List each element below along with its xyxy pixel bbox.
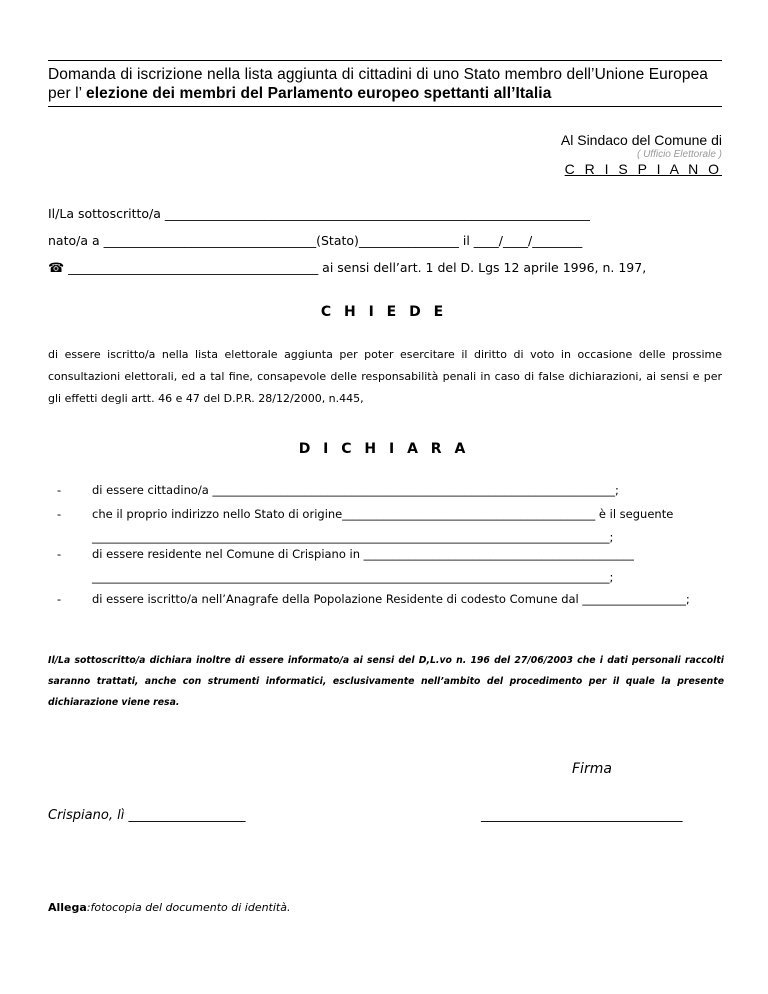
origin-address-field[interactable]: che il proprio indirizzo nello Stato di origine____________________________________________ è il seguente (92, 507, 674, 521)
dichiara-heading: D I C H I A R A (298, 441, 470, 457)
list-dash: - (57, 507, 62, 521)
phone-field[interactable]: ________________________________________ ai sensi dell’art. 1 del D. Lgs 12 aprile 1996, n. 197, (68, 260, 647, 275)
title-prefix: Domanda di iscrizione nella lista aggiunta di cittadini di uno Stato membro dell’Unione Europea per l’ (48, 66, 709, 102)
list-dash: - (57, 483, 62, 497)
document-title (48, 60, 722, 107)
allega-row (48, 901, 290, 914)
place-date-field[interactable]: Crispiano, lì __________________ (48, 808, 246, 823)
birth-field[interactable]: nato/a a __________________________________(Stato)________________ il ____/____/________ (48, 233, 583, 248)
residence-line[interactable]: __________________________________________________________________________________________; (92, 570, 614, 584)
list-dash: - (57, 547, 62, 561)
residence-field[interactable]: di essere residente nel Comune di Crispiano in _______________________________________________ (92, 547, 634, 561)
origin-address-line[interactable]: __________________________________________________________________________________________; (92, 530, 614, 544)
allega-label: Allega (48, 901, 87, 914)
recipient-office: ( Ufficio Elettorale ) (636, 149, 722, 160)
telephone-icon: ☎ (48, 261, 65, 276)
recipient-comune: C R I S P I A N O (564, 161, 722, 177)
chiede-paragraph: di essere iscritto/a nella lista elettorale aggiunta per poter esercitare il diritto di voto in occasione delle prossime consultazioni elettorali, ed a tal fine, consapevole delle responsabilità penali in caso di false dichiarazioni, ai sensi e per gli effetti degli artt. 46 e 47 del D.P.R. 28/12/2000, n.445, (48, 348, 722, 405)
chiede-heading: C H I E D E (320, 304, 448, 320)
title-bold: elezione dei membri del Parlamento europeo spettanti all’Italia (86, 85, 552, 102)
citizenship-field[interactable]: di essere cittadino/a ______________________________________________________________________; (92, 483, 619, 497)
signature-line[interactable]: _______________________________ (481, 808, 683, 823)
sottoscritto-field[interactable]: Il/La sottoscritto/a ____________________________________________________________________ (48, 206, 590, 221)
allega-text: :fotocopia del documento di identità. (86, 901, 291, 914)
list-dash: - (57, 592, 62, 606)
firma-label: Firma (572, 761, 612, 777)
privacy-notice: Il/La sottoscritto/a dichiara inoltre di essere informato/a ai sensi del D,L.vo n. 196 del 27/06/2003 che i dati personali raccolti saranno trattati, anche con strumenti informatici, esclusivamente nell’ambito del procedimento per il quale la presente dichiarazione viene resa. (48, 655, 724, 708)
recipient-line: Al Sindaco del Comune di (560, 132, 722, 148)
phone-row[interactable] (48, 260, 646, 276)
anagrafe-field[interactable]: di essere iscritto/a nell’Anagrafe della Popolazione Residente di codesto Comune dal __________________; (92, 592, 690, 606)
